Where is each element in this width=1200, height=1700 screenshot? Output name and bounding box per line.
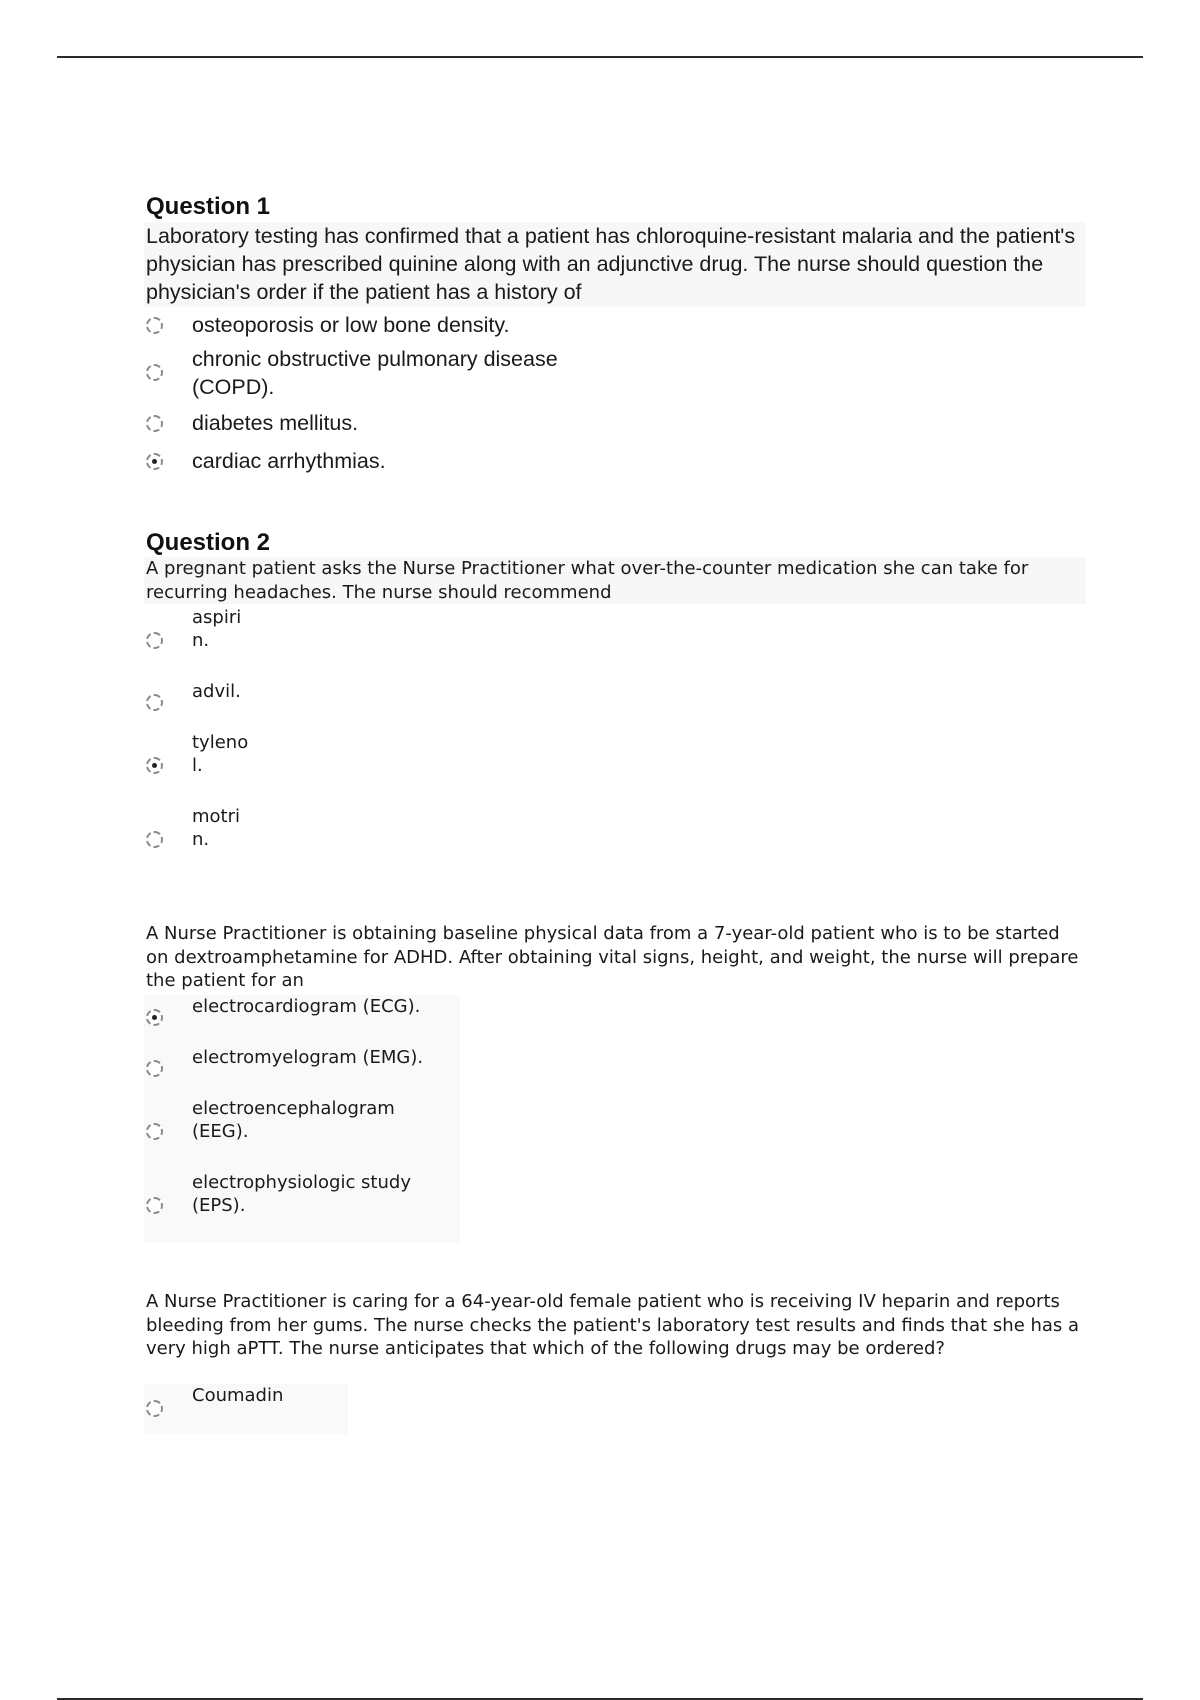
- q2-option-2-radio[interactable]: [146, 694, 163, 711]
- q1-option-2-radio[interactable]: [146, 364, 163, 381]
- q1-option-2-label: chronic obstructive pulmonary disease (COPD).: [192, 347, 558, 399]
- q2-option-3-label: tylenol.: [192, 732, 249, 776]
- q3-option-1-label: electrocardiogram (ECG).: [192, 996, 421, 1017]
- q4-option-1-radio[interactable]: [146, 1400, 163, 1417]
- q1-option-4-radio[interactable]: [146, 453, 163, 470]
- q3-option-4-label: electrophysiologic study (EPS).: [192, 1172, 411, 1216]
- question-1-stem: Laboratory testing has confirmed that a patient has chloroquine-resistant malaria and the patient's physician has prescribed quinine along with an adjunctive drug. The nurse should question the physician's order if the patient has a history of: [144, 222, 1086, 307]
- q1-option-3-radio[interactable]: [146, 415, 163, 432]
- q4-option-1-label: Coumadin: [192, 1385, 284, 1406]
- q1-option-4-label: cardiac arrhythmias.: [192, 449, 386, 473]
- question-2-stem: A pregnant patient asks the Nurse Practitioner what over-the-counter medication she can take for recurring headaches. The nurse should recommend: [144, 557, 1086, 604]
- q3-option-3-radio[interactable]: [146, 1123, 163, 1140]
- q2-option-3-radio[interactable]: [146, 757, 163, 774]
- q1-option-3-label: diabetes mellitus.: [192, 411, 359, 435]
- question-4-stem: A Nurse Practitioner is caring for a 64-year-old female patient who is receiving IV heparin and reports bleeding from her gums. The nurse checks the patient's laboratory test results and finds that she has a very high aPTT. The nurse anticipates that which of the following drugs may be ordered?: [146, 1291, 1080, 1359]
- q2-option-4-label: motrin.: [192, 806, 241, 850]
- q3-option-2-radio[interactable]: [146, 1060, 163, 1077]
- q3-option-4-radio[interactable]: [146, 1197, 163, 1214]
- q1-option-1-label: osteoporosis or low bone density.: [192, 313, 510, 337]
- q3-option-1-radio[interactable]: [146, 1009, 163, 1026]
- question-1-heading: Question 1: [146, 193, 271, 220]
- q1-option-1-radio[interactable]: [146, 317, 163, 334]
- q2-option-1-label: aspirin.: [192, 607, 242, 651]
- q3-option-3-label: electroencephalogram (EEG).: [192, 1098, 395, 1142]
- q2-option-2-label: advil.: [192, 681, 241, 702]
- q3-option-2-label: electromyelogram (EMG).: [192, 1047, 424, 1068]
- q2-option-4-radio[interactable]: [146, 831, 163, 848]
- top-rule: [57, 56, 1143, 58]
- question-3-stem: A Nurse Practitioner is obtaining baseline physical data from a 7-year-old patient who is to be started on dextroamphetamine for ADHD. After obtaining vital signs, height, and weight, the nurse will prepare the patient for an: [146, 923, 1079, 991]
- q2-option-1-radio[interactable]: [146, 632, 163, 649]
- question-2-heading: Question 2: [146, 529, 271, 556]
